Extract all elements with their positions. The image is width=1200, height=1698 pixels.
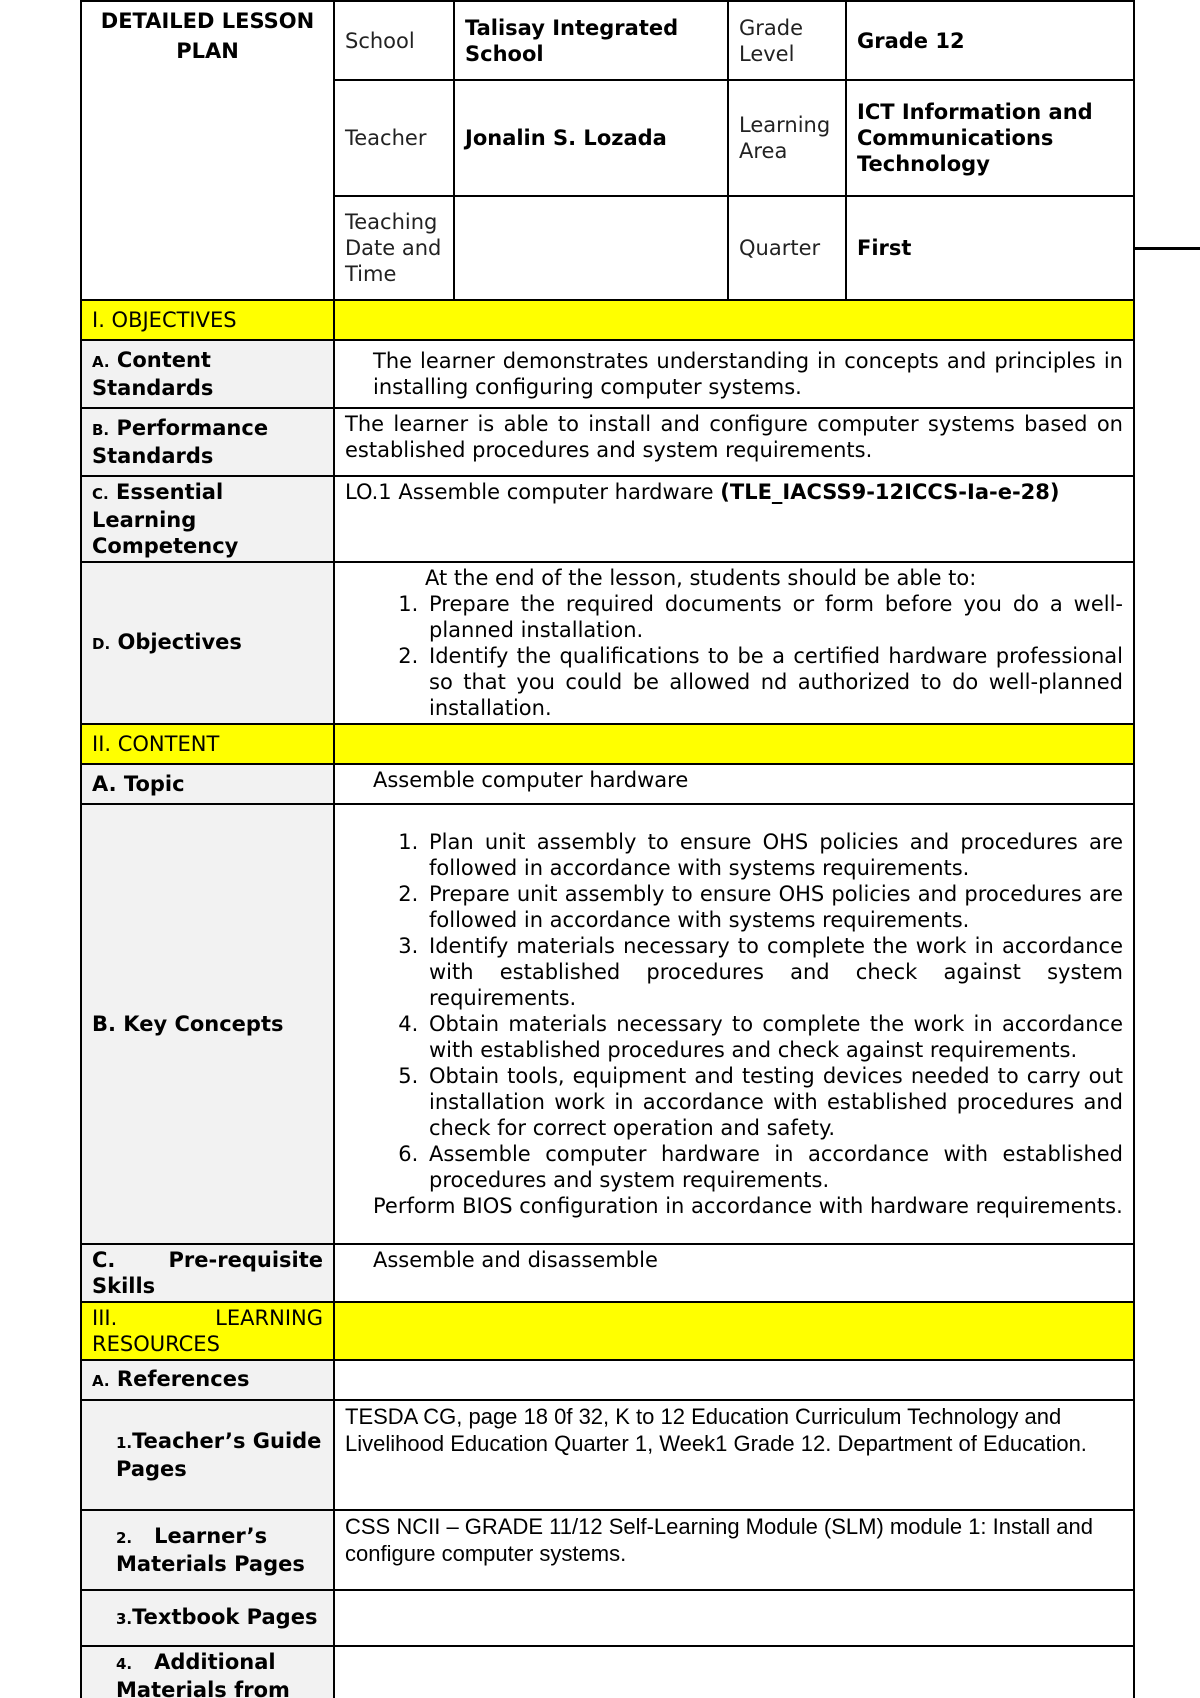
objectives-list bbox=[345, 591, 1123, 721]
objectives-marker: D. bbox=[92, 635, 111, 653]
performance-standards-label-cell bbox=[81, 408, 334, 476]
learning-area-value: ICT Information and Communications Technology bbox=[846, 80, 1134, 196]
teachers-guide-text: TESDA CG, page 18 0f 32, K to 12 Education Curriculum Technology and Livelihood Education Quarter 1, Week1 Grade 12. Department of Education. bbox=[334, 1400, 1134, 1510]
textbook-marker: 3. bbox=[116, 1610, 133, 1628]
teachers-guide-label: Teacher’s Guide Pages bbox=[116, 1429, 322, 1481]
textbook-label-cell bbox=[81, 1590, 334, 1646]
quarter-label: Quarter bbox=[728, 196, 846, 300]
objective-item: 2. Identify the qualifications to be a certified hardware professional so that you could be allowed nd authorized to do well-planned installation. bbox=[425, 643, 1123, 721]
additional-materials-label: Additional Materials from bbox=[116, 1650, 290, 1698]
key-concept-item: 4. Obtain materials necessary to complete the work in accordance with established procedures and check against requirements. bbox=[425, 1011, 1123, 1063]
grade-level-label: Grade Level bbox=[728, 1, 846, 80]
performance-standards-marker: B. bbox=[92, 421, 110, 439]
grade-level-value: Grade 12 bbox=[846, 1, 1134, 80]
learners-materials-text: CSS NCII – GRADE 11/12 Self-Learning Module (SLM) module 1: Install and configure computer systems. bbox=[334, 1510, 1134, 1590]
content-standards-label: Content Standards bbox=[92, 348, 214, 400]
textbook-value bbox=[334, 1590, 1134, 1646]
teaching-date-label: Teaching Date and Time bbox=[334, 196, 454, 300]
objectives-label: Objectives bbox=[117, 630, 242, 654]
prerequisite-label: C. Pre-requisite Skills bbox=[81, 1244, 334, 1302]
content-section-band bbox=[334, 724, 1134, 764]
objectives-label-cell bbox=[81, 562, 334, 724]
competency-code: (TLE_IACSS9-12ICCS-Ia-e-28) bbox=[720, 480, 1060, 504]
objectives-cell bbox=[334, 562, 1134, 724]
key-concept-item: 6. Assemble computer hardware in accordance with established procedures and system requirements. bbox=[425, 1141, 1123, 1193]
learners-materials-label: Learner’s Materials Pages bbox=[116, 1524, 305, 1576]
resources-section-band bbox=[334, 1302, 1134, 1360]
references-label: References bbox=[116, 1367, 250, 1391]
performance-standards-label: Performance Standards bbox=[92, 416, 269, 468]
teacher-label: Teacher bbox=[334, 80, 454, 196]
key-concept-item: 3. Identify materials necessary to complete the work in accordance with established procedures and check against system requirements. bbox=[425, 933, 1123, 1011]
objective-item: 1. Prepare the required documents or form before you do a well-planned installation. bbox=[425, 591, 1123, 643]
teachers-guide-marker: 1. bbox=[116, 1434, 133, 1452]
quarter-value: First bbox=[846, 196, 1134, 300]
teachers-guide-label-cell bbox=[81, 1400, 334, 1510]
key-concepts-tail: Perform BIOS configuration in accordance with hardware requirements. bbox=[373, 1194, 1123, 1218]
lesson-plan-table bbox=[80, 0, 1135, 1698]
teacher-value: Jonalin S. Lozada bbox=[454, 80, 728, 196]
school-label: School bbox=[334, 1, 454, 80]
competency-marker: C. bbox=[92, 485, 109, 503]
performance-standards-text: The learner is able to install and configure computer systems based on established procedures and system requirements. bbox=[334, 408, 1134, 476]
resources-section-heading: III. LEARNING RESOURCES bbox=[81, 1302, 334, 1360]
document-title: DETAILED LESSON PLAN bbox=[81, 1, 334, 300]
additional-materials-value bbox=[334, 1646, 1134, 1698]
key-concept-item: 2. Prepare unit assembly to ensure OHS policies and procedures are followed in accordance with systems requirements. bbox=[425, 881, 1123, 933]
objectives-section-heading: I. OBJECTIVES bbox=[81, 300, 334, 340]
content-standards-text: The learner demonstrates understanding in concepts and principles in installing configuring computer systems. bbox=[334, 340, 1134, 408]
learners-materials-label-cell bbox=[81, 1510, 334, 1590]
references-value bbox=[334, 1360, 1134, 1400]
content-section-heading: II. CONTENT bbox=[81, 724, 334, 764]
content-standards-marker: A. bbox=[92, 353, 110, 371]
school-value: Talisay Integrated School bbox=[454, 1, 728, 80]
competency-cell bbox=[334, 476, 1134, 562]
objectives-section-band bbox=[334, 300, 1134, 340]
competency-label: Essential Learning Competency bbox=[92, 480, 239, 558]
learners-materials-marker: 2. bbox=[116, 1529, 133, 1547]
key-concepts-label: B. Key Concepts bbox=[81, 804, 334, 1244]
key-concept-item: 5. Obtain tools, equipment and testing devices needed to carry out installation work in accordance with established procedures and check for correct operation and safety. bbox=[425, 1063, 1123, 1141]
additional-materials-marker: 4. bbox=[116, 1655, 133, 1673]
textbook-label: Textbook Pages bbox=[132, 1605, 318, 1629]
learning-area-label: Learning Area bbox=[728, 80, 846, 196]
key-concepts-cell bbox=[334, 804, 1134, 1244]
topic-text: Assemble computer hardware bbox=[334, 764, 1134, 804]
additional-materials-label-cell bbox=[81, 1646, 334, 1698]
references-marker: A. bbox=[92, 1372, 110, 1390]
teaching-date-value bbox=[454, 196, 728, 300]
content-standards-label-cell bbox=[81, 340, 334, 408]
margin-line bbox=[1133, 247, 1200, 250]
key-concepts-list bbox=[345, 829, 1123, 1193]
key-concept-item: 1. Plan unit assembly to ensure OHS policies and procedures are followed in accordance with systems requirements. bbox=[425, 829, 1123, 881]
prerequisite-text: Assemble and disassemble bbox=[334, 1244, 1134, 1302]
competency-label-cell bbox=[81, 476, 334, 562]
references-label-cell bbox=[81, 1360, 334, 1400]
competency-text: LO.1 Assemble computer hardware bbox=[345, 480, 721, 504]
objectives-intro: At the end of the lesson, students should be able to: bbox=[425, 566, 977, 590]
topic-label: A. Topic bbox=[81, 764, 334, 804]
